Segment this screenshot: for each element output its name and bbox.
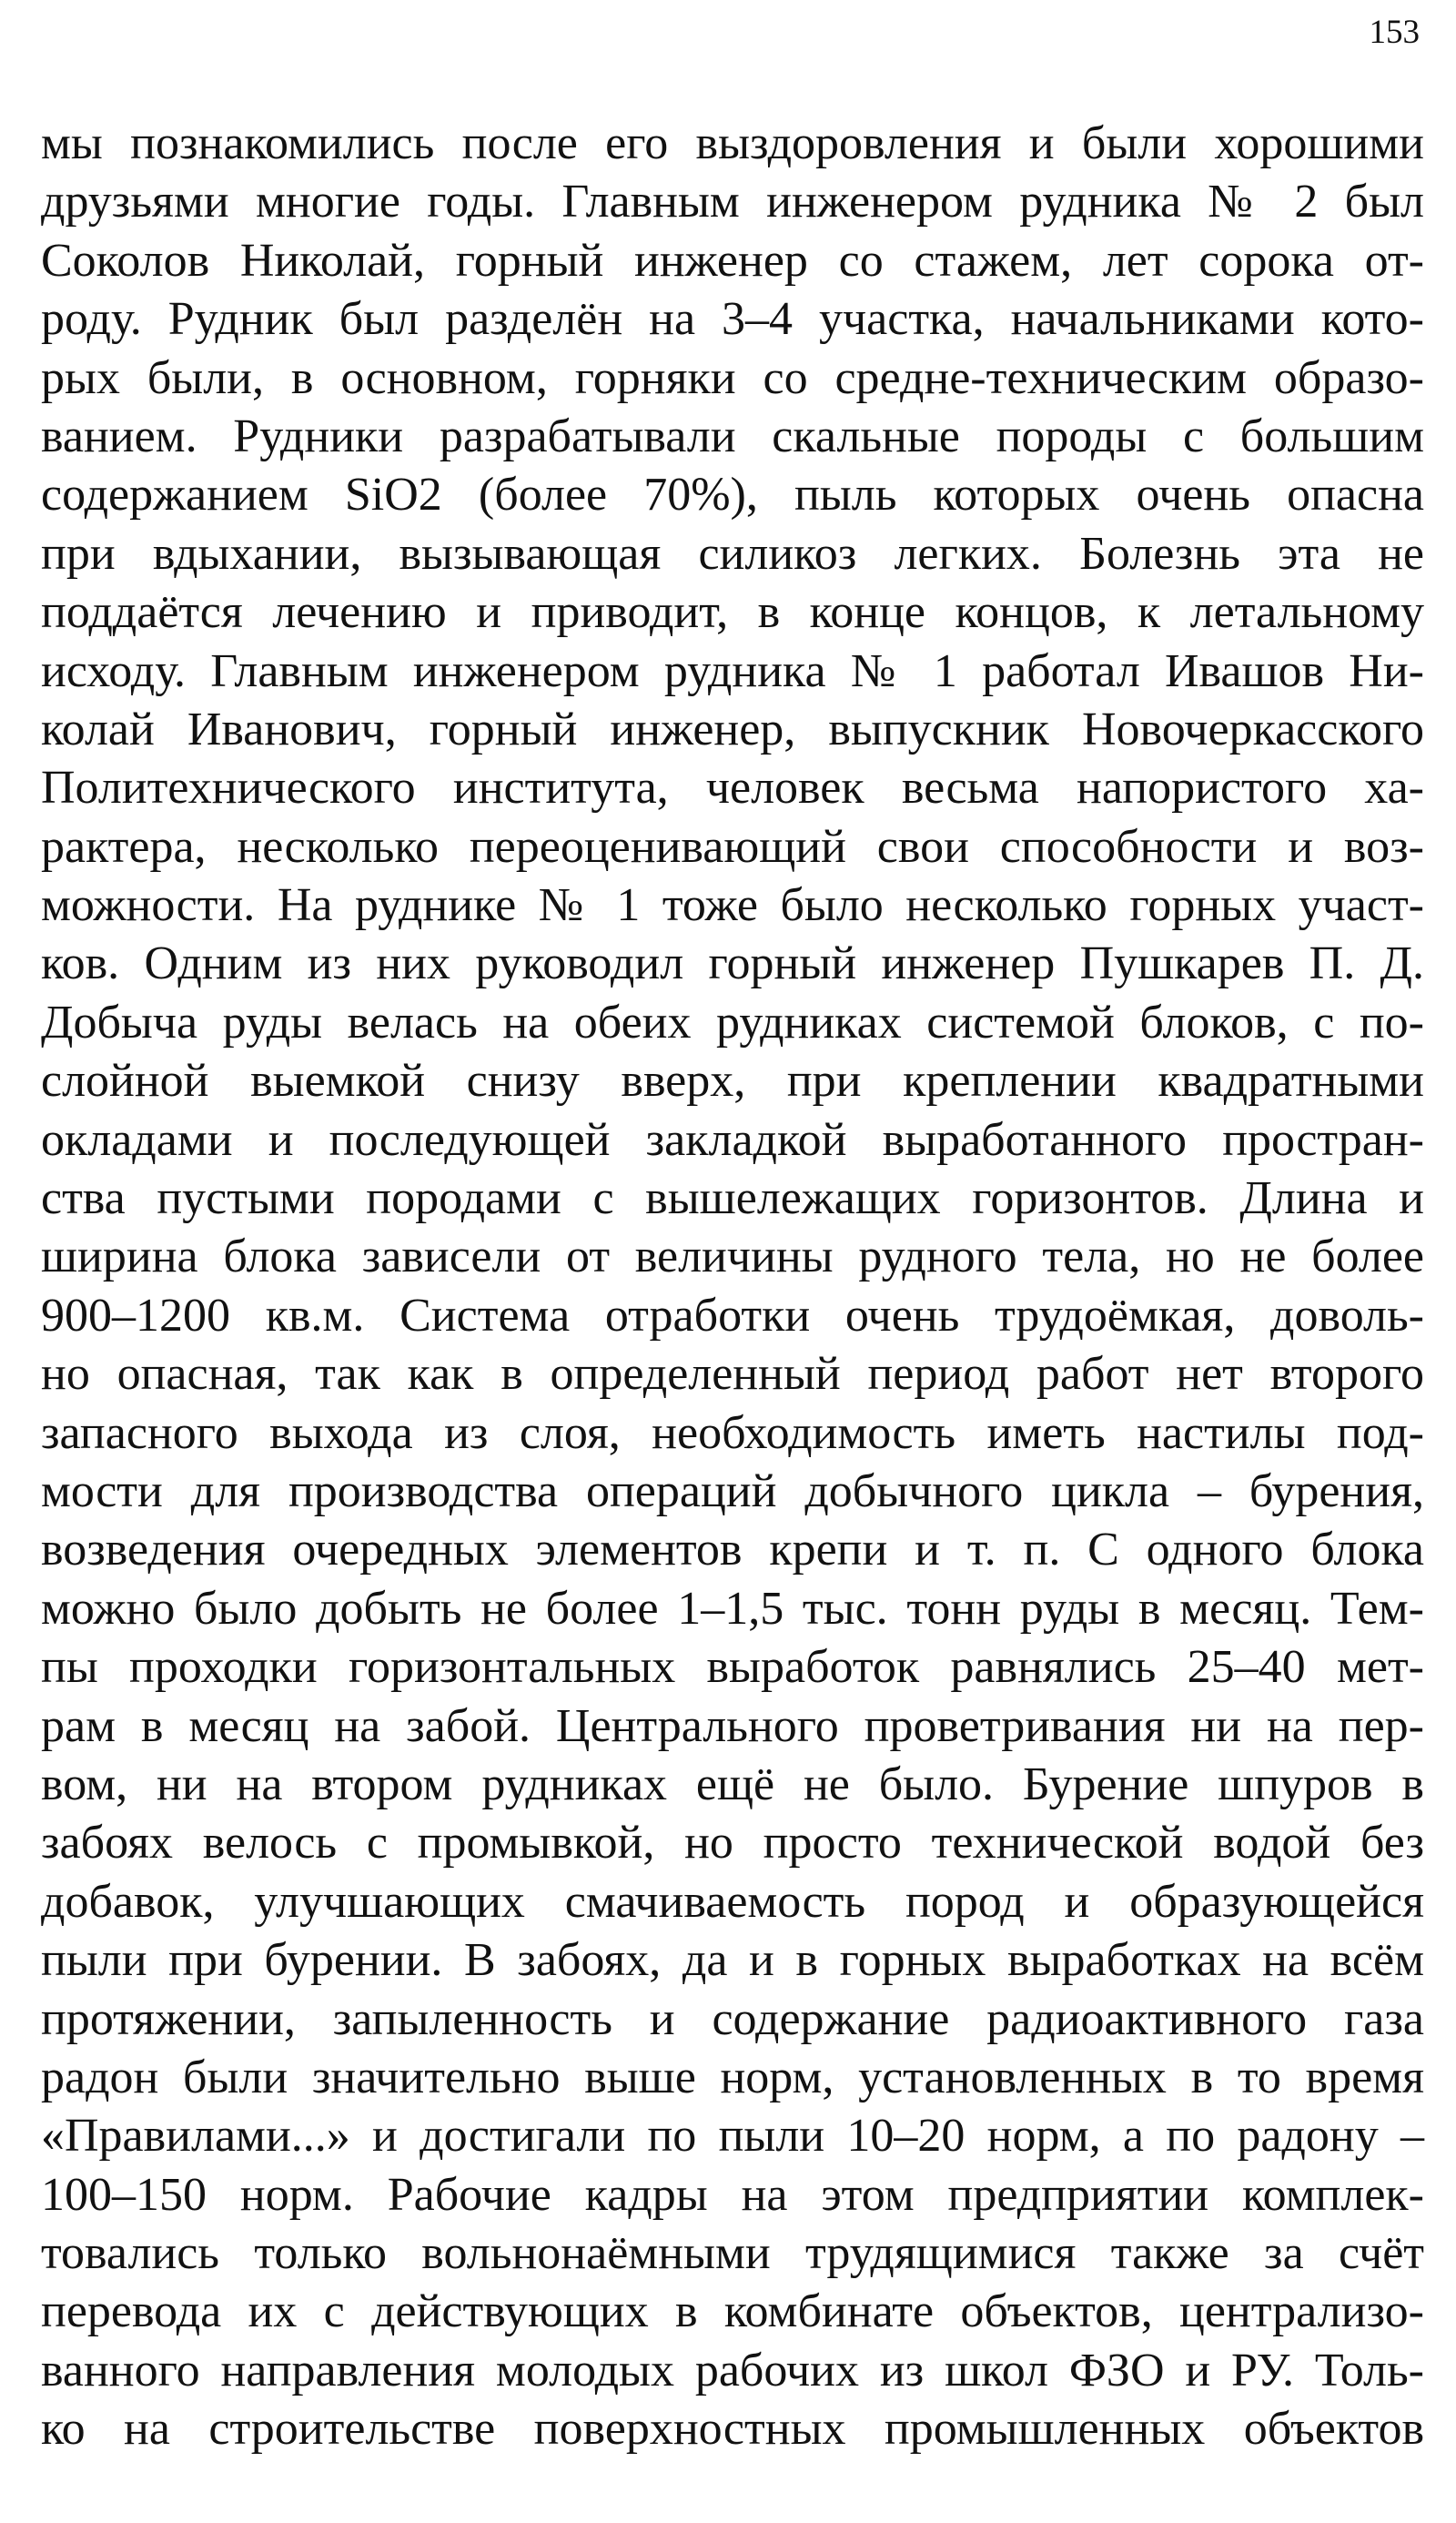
text-line: окладами и последующей закладкой выработанного простран-	[41, 1113, 1424, 1166]
text-line: ко на строительстве поверхностных промышленных объектов	[41, 2403, 1424, 2456]
text-line: мости для производства операций добычного цикла – бурения,	[41, 1464, 1424, 1517]
text-line: содержанием SiO2 (более 70%), пыль которых очень опасна	[41, 469, 1424, 522]
text-line: рых были, в основном, горняки со средне-техническим образо-	[41, 351, 1424, 404]
text-line: радон были значительно выше норм, установленных в то время	[41, 2051, 1424, 2103]
text-line: возведения очередных элементов крепи и т. п. С одного блока	[41, 1524, 1424, 1576]
text-line: можно было добыть не более 1–1,5 тыс. тонн руды в месяц. Тем-	[41, 1582, 1424, 1635]
text-line: запасного выхода из слоя, необходимость иметь настилы под-	[41, 1406, 1424, 1459]
text-line: рактера, несколько переоценивающий свои способности и воз-	[41, 820, 1424, 873]
text-line: ванием. Рудники разрабатывали скальные породы с большим	[41, 410, 1424, 462]
text-line: 900–1200 кв.м. Система отработки очень трудоёмкая, доволь-	[41, 1289, 1424, 1342]
text-line: протяжении, запыленность и содержание радиоактивного газа	[41, 1992, 1424, 2045]
text-line: роду. Рудник был разделён на 3–4 участка, начальниками кото-	[41, 293, 1424, 346]
text-line: ширина блока зависели от величины рудного тела, но не более	[41, 1231, 1424, 1283]
text-line: перевода их с действующих в комбинате объектов, централизо-	[41, 2285, 1424, 2338]
text-line: забоях велось с промывкой, но просто технической водой без	[41, 1817, 1424, 1869]
text-line: при вдыхании, вызывающая силикоз легких. Болезнь эта не	[41, 527, 1424, 580]
text-line: пыли при бурении. В забоях, да и в горных выработках на всём	[41, 1934, 1424, 1987]
text-line: исходу. Главным инженером рудника № 1 работал Ивашов Ни-	[41, 644, 1424, 697]
text-line: 100–150 норм. Рабочие кадры на этом предприятии комплек-	[41, 2168, 1424, 2221]
text-line: Соколов Николай, горный инженер со стажем, лет сорока от-	[41, 234, 1424, 287]
text-line: Политехнического института, человек весьма напористого ха-	[41, 762, 1424, 815]
text-line: друзьями многие годы. Главным инженером рудника № 2 был	[41, 176, 1424, 228]
text-line: колай Иванович, горный инженер, выпускник Новочеркасского	[41, 703, 1424, 755]
text-line: но опасная, так как в определенный период работ нет второго	[41, 1348, 1424, 1401]
text-line: рам в месяц на забой. Центрального проветривания ни на пер-	[41, 1699, 1424, 1752]
text-line: добавок, улучшающих смачиваемость пород и образующейся	[41, 1875, 1424, 1928]
text-line: слойной выемкой снизу вверх, при креплении квадратными	[41, 1055, 1424, 1108]
text-line: поддаётся лечению и приводит, в конце концов, к летальному	[41, 586, 1424, 639]
text-line: ства пустыми породами с вышележащих горизонтов. Длина и	[41, 1172, 1424, 1225]
text-line: пы проходки горизонтальных выработок равнялись 25–40 мет-	[41, 1641, 1424, 1694]
text-line: «Правилами...» и достигали по пыли 10–20 норм, а по радону –	[41, 2110, 1424, 2163]
text-line: можности. На руднике № 1 тоже было несколько горных участ-	[41, 879, 1424, 932]
text-line: вом, ни на втором рудниках ещё не было. Бурение шпуров в	[41, 1758, 1424, 1810]
text-line: товались только вольнонаёмными трудящимися также за счёт	[41, 2227, 1424, 2280]
text-line: мы познакомились после его выздоровления и были хорошими	[41, 117, 1424, 169]
text-line: ванного направления молодых рабочих из школ ФЗО и РУ. Толь-	[41, 2344, 1424, 2396]
page-number: 153	[1369, 14, 1420, 51]
text-line: ков. Одним из них руководил горный инженер Пушкарев П. Д.	[41, 937, 1424, 990]
text-line: Добыча руды велась на обеих рудниках системой блоков, с по-	[41, 996, 1424, 1049]
body-text	[41, 115, 1424, 2459]
